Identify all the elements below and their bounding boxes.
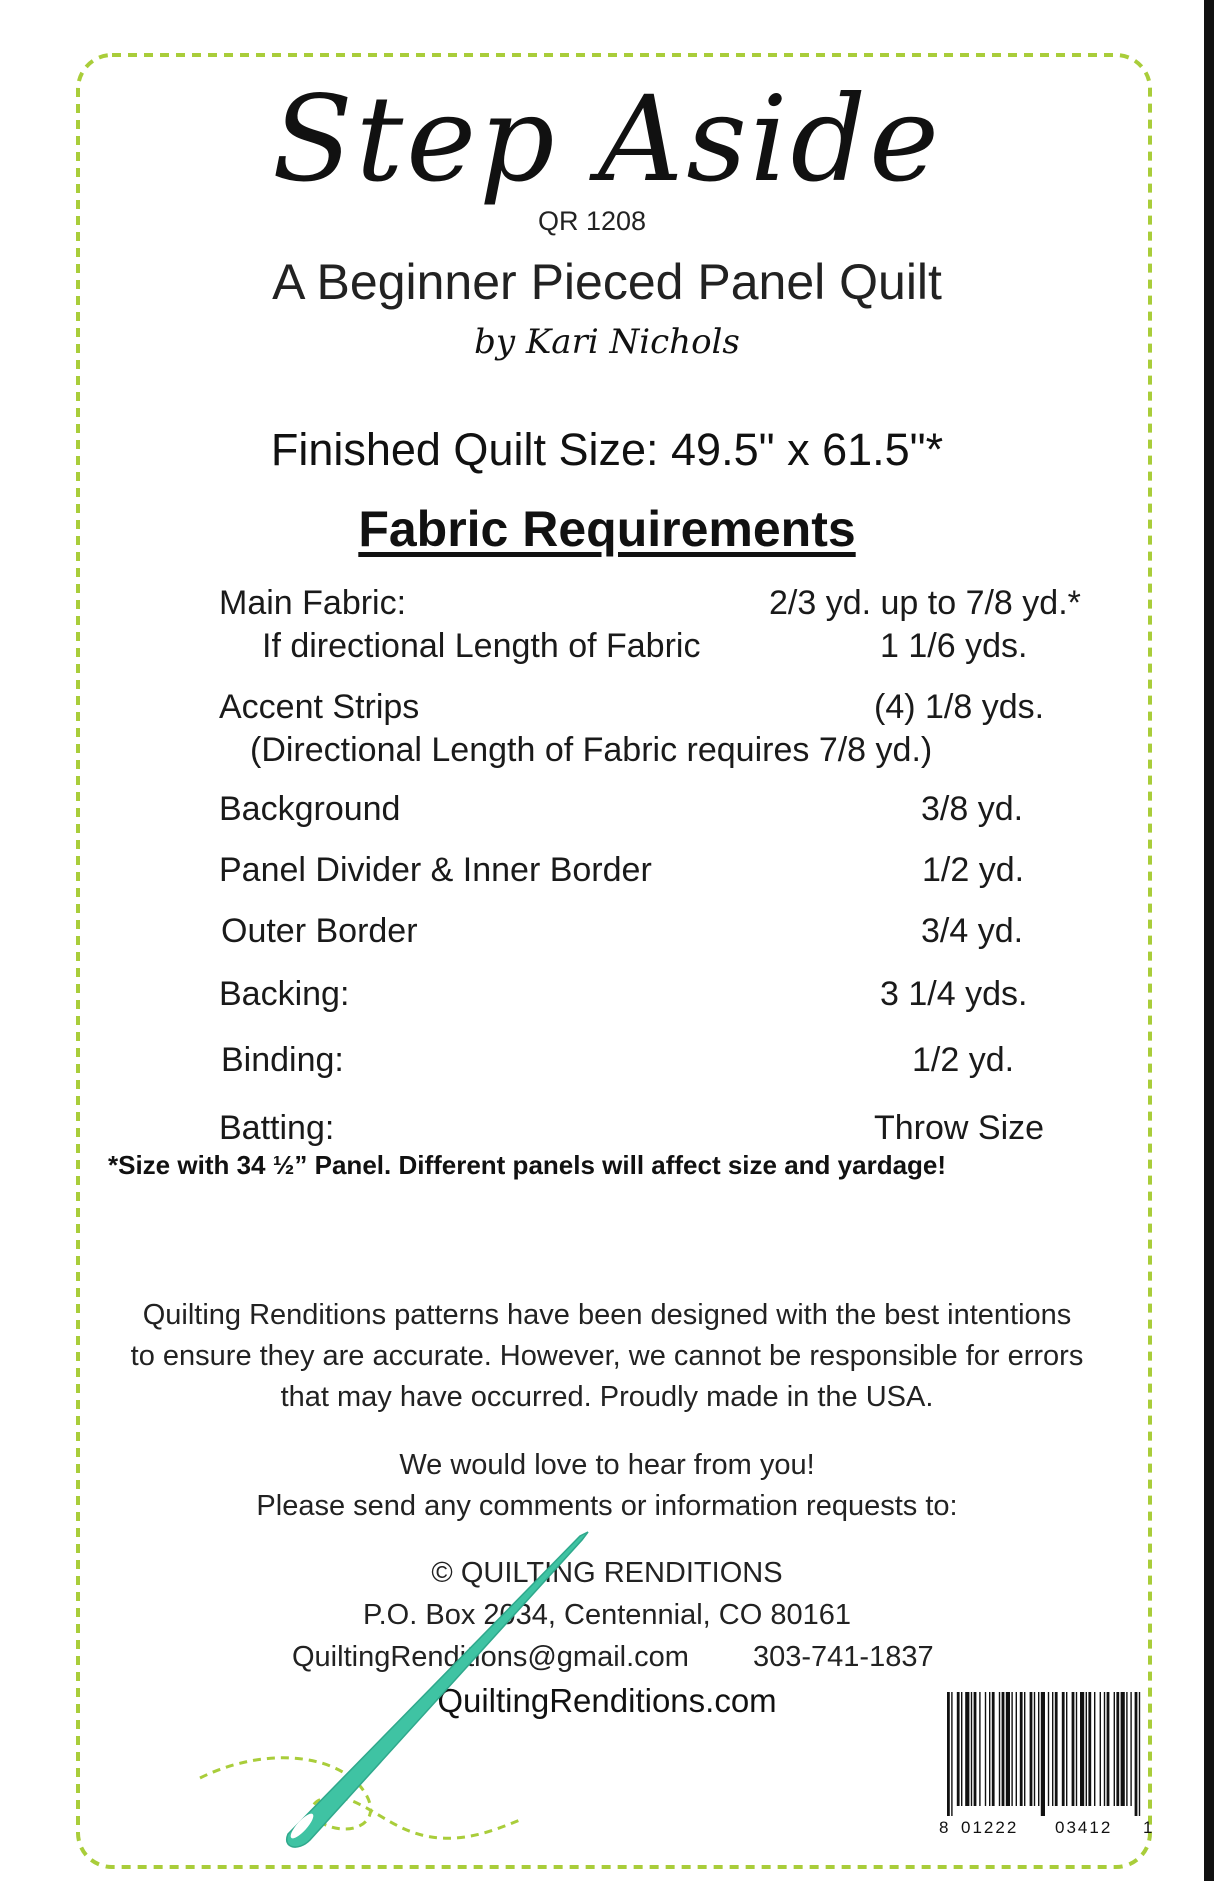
barcode-bar xyxy=(1034,1692,1035,1806)
barcode-bar xyxy=(1052,1692,1053,1806)
barcode-bar xyxy=(1066,1692,1067,1806)
barcode-bar xyxy=(1030,1692,1033,1806)
req-amount-main-fabric: 2/3 yd. up to 7/8 yd.* xyxy=(769,584,1081,622)
req-label-batting: Batting: xyxy=(219,1109,335,1147)
needle-icon xyxy=(287,1532,588,1847)
barcode-bar xyxy=(961,1692,962,1806)
barcode-digits-right: 03412 xyxy=(1055,1818,1113,1837)
barcode-bar xyxy=(1107,1692,1110,1806)
barcode-bar xyxy=(1020,1692,1023,1806)
mailing-address: P.O. Box 2034, Centennial, CO 80161 xyxy=(363,1599,851,1631)
finished-size: Finished Quilt Size: 49.5" x 61.5"* xyxy=(270,424,944,475)
barcode-icon xyxy=(939,1688,1155,1840)
barcode-bar xyxy=(1126,1692,1127,1806)
barcode-bar xyxy=(992,1692,995,1806)
disclaimer-line: Quilting Renditions patterns have been designed with the best intentions xyxy=(142,1299,1072,1331)
contact-phone: 303-741-1837 xyxy=(753,1641,934,1673)
contact-email[interactable]: QuiltingRenditions@gmail.com xyxy=(292,1641,689,1673)
barcode-bar xyxy=(1116,1692,1119,1806)
barcode-bar xyxy=(1086,1692,1087,1806)
barcode-bar xyxy=(1080,1692,1084,1806)
contact-intro-line: Please send any comments or information requests to: xyxy=(256,1490,958,1522)
req-label-background: Background xyxy=(219,790,401,828)
barcode-bar xyxy=(974,1692,977,1806)
barcode-bar xyxy=(1006,1692,1010,1806)
req-label-backing: Backing: xyxy=(219,975,350,1013)
barcode-digit-check: 1 xyxy=(1143,1818,1155,1837)
barcode-bar xyxy=(1062,1692,1065,1806)
barcode-bar xyxy=(1135,1692,1138,1816)
req-label-panel-divider: Panel Divider & Inner Border xyxy=(219,851,652,889)
req-amount-panel-divider: 1/2 yd. xyxy=(922,851,1025,889)
barcode-bar xyxy=(1130,1692,1131,1806)
size-footnote: *Size with 34 ½” Panel. Different panels will affect size and yardage! xyxy=(108,1150,947,1180)
barcode-bar xyxy=(1048,1692,1049,1806)
barcode-bar xyxy=(999,1692,1000,1806)
barcode xyxy=(939,1688,1155,1840)
req-label-binding: Binding: xyxy=(221,1041,344,1079)
barcode-bar xyxy=(979,1692,980,1806)
req-label-accent-strips: Accent Strips xyxy=(219,688,420,726)
req-amount-accent-strips: (4) 1/8 yds. xyxy=(874,688,1045,726)
barcode-bar xyxy=(1011,1692,1012,1806)
barcode-bar xyxy=(1016,1692,1017,1806)
barcode-bar xyxy=(1088,1692,1091,1806)
barcode-bar xyxy=(1072,1692,1075,1806)
disclaimer-line: that may have occurred. Proudly made in the USA. xyxy=(280,1381,934,1413)
barcode-bar xyxy=(971,1692,972,1806)
pattern-code: QR 1208 xyxy=(538,206,647,236)
barcode-bar xyxy=(1038,1692,1039,1806)
barcode-bar xyxy=(989,1692,990,1806)
barcode-bar xyxy=(1139,1692,1140,1816)
req-amount-directional: 1 1/6 yds. xyxy=(880,627,1028,665)
barcode-bar xyxy=(1094,1692,1095,1806)
barcode-digits-left: 01222 xyxy=(961,1818,1019,1837)
contact-intro-line: We would love to hear from you! xyxy=(399,1449,815,1481)
req-amount-batting: Throw Size xyxy=(874,1109,1045,1147)
req-amount-background: 3/8 yd. xyxy=(921,790,1024,828)
barcode-bar xyxy=(1002,1692,1005,1806)
barcode-bar xyxy=(1024,1692,1025,1806)
barcode-bar xyxy=(1121,1692,1125,1806)
req-label-directional: If directional Length of Fabric xyxy=(262,627,701,665)
req-label-outer-border: Outer Border xyxy=(221,912,418,950)
barcode-bar xyxy=(965,1692,969,1806)
barcode-digit-first: 8 xyxy=(939,1818,951,1837)
req-note-accent-directional: (Directional Length of Fabric requires 7/8 yd.) xyxy=(250,731,933,769)
barcode-bar xyxy=(1076,1692,1077,1806)
designer-byline: by Kari Nichols xyxy=(474,322,740,362)
barcode-bar xyxy=(957,1692,960,1806)
pattern-subtitle: A Beginner Pieced Panel Quilt xyxy=(272,254,942,310)
barcode-bar xyxy=(951,1692,952,1816)
req-amount-backing: 3 1/4 yds. xyxy=(880,975,1028,1013)
disclaimer-line: to ensure they are accurate. However, we cannot be responsible for errors xyxy=(130,1340,1084,1372)
barcode-bar xyxy=(985,1692,986,1806)
req-amount-binding: 1/2 yd. xyxy=(912,1041,1015,1079)
barcode-bar xyxy=(1114,1692,1115,1806)
barcode-bar xyxy=(1104,1692,1105,1806)
barcode-bar xyxy=(1100,1692,1101,1806)
website-link[interactable]: QuiltingRenditions.com xyxy=(437,1682,777,1719)
barcode-bar xyxy=(1055,1692,1058,1806)
req-amount-outer-border: 3/4 yd. xyxy=(921,912,1024,950)
req-label-main-fabric: Main Fabric: xyxy=(219,584,407,622)
section-heading: Fabric Requirements xyxy=(358,501,856,557)
company-name: © QUILTING RENDITIONS xyxy=(431,1557,783,1589)
pattern-title: Step Aside xyxy=(271,70,942,208)
barcode-bar xyxy=(947,1692,950,1816)
barcode-bar xyxy=(1041,1692,1045,1816)
